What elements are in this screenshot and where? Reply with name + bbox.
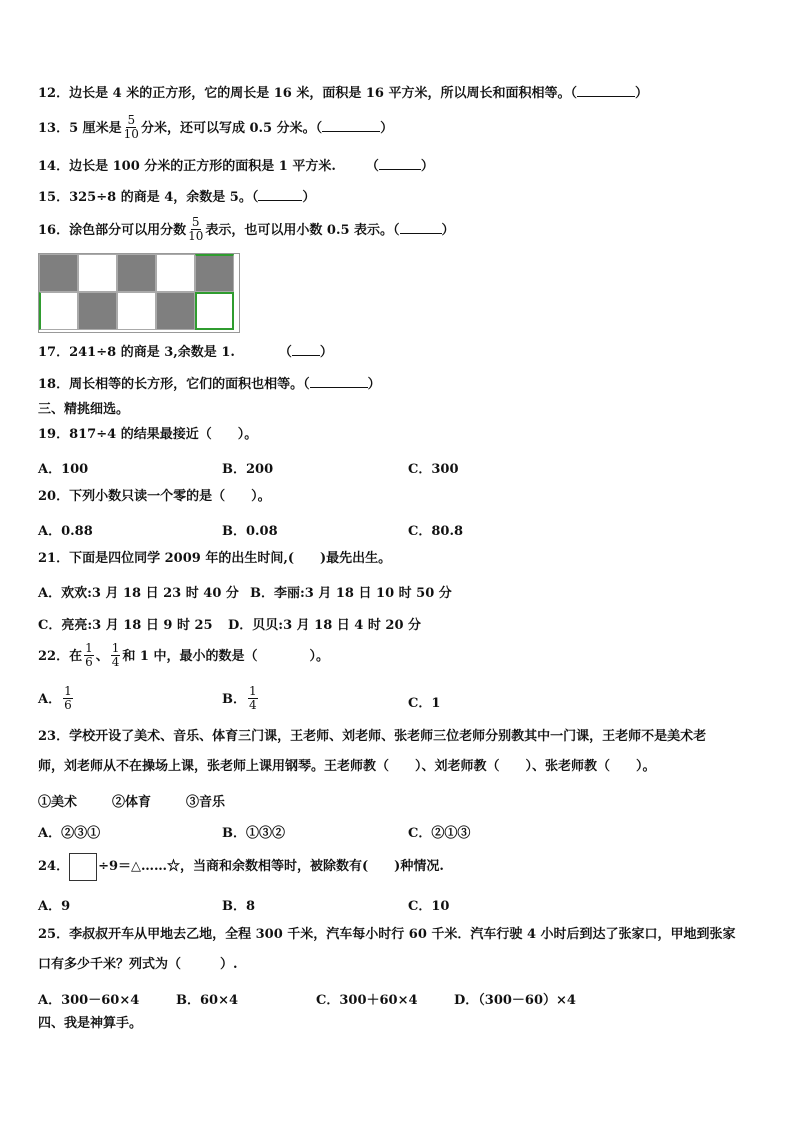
grid-cell — [195, 254, 234, 292]
grid-cell — [156, 292, 195, 330]
grid-cell — [78, 254, 117, 292]
question-23-line-1: 23．学校开设了美术、音乐、体育三门课，王老师、刘老师、张老师三位老师分别教其中一门课，王老师不是美术老 — [38, 729, 707, 744]
answer-blank[interactable] — [322, 119, 380, 132]
answer-blank[interactable] — [292, 343, 320, 356]
option-a[interactable]: A．9 — [38, 899, 71, 914]
question-17: 17．241÷8 的商是 3,余数是 1. （ ） — [38, 345, 333, 360]
question-13: 13．5 厘米是 $\frac{5}{10}$ 分米，还可以写成 0.5 分米。（ ） — [38, 113, 394, 141]
fraction: $\frac{1}{6}$ — [85, 641, 93, 669]
dividend-box[interactable] — [69, 853, 97, 881]
option-b[interactable]: B．60×4 — [176, 993, 239, 1008]
question-21: 21．下面是四位同学 2009 年的出生时间,( )最先出生。 — [38, 551, 392, 566]
option-a[interactable]: A． $\frac{1}{6}$ — [38, 684, 72, 712]
option-a[interactable]: A．300－60×4 — [38, 993, 140, 1008]
choice-music: ③音乐 — [186, 795, 226, 810]
question-18: 18．周长相等的长方形，它们的面积也相等。（ ） — [38, 377, 381, 392]
question-22: 22．在 $\frac{1}{6}$ 、 $\frac{1}{4}$ 和 1 中，最小的数是（ ）。 — [38, 641, 329, 669]
grid-cell — [156, 254, 195, 292]
question-16: 16．涂色部分可以用分数 $\frac{5}{10}$ 表示，也可以用小数 0.5 表示。（ ） — [38, 215, 455, 243]
option-b[interactable]: B．8 — [222, 899, 256, 914]
section-heading-4: 四、我是神算手。 — [38, 1016, 143, 1031]
question-14: 14．边长是 100 分米的正方形的面积是 1 平方米. （ ） — [38, 159, 434, 174]
option-d[interactable]: D．（300－60）×4 — [454, 993, 576, 1008]
option-c[interactable]: C．②①③ — [408, 826, 471, 841]
question-25-line-1: 25．李叔叔开车从甲地去乙地，全程 300 千米，汽车每小时行 60 千米．汽车行驶 4 小时后到达了张家口，甲地到张家 — [38, 927, 736, 942]
question-23-line-2: 师，刘老师从不在操场上课，张老师上课用钢琴。王老师教（ ）、刘老师教（ ）、张老师教（ ）。 — [38, 759, 656, 774]
grid-cell — [39, 292, 78, 330]
choice-art: ①美术 — [38, 795, 78, 810]
option-d[interactable]: D．贝贝:3 月 18 日 4 时 20 分 — [228, 618, 422, 633]
option-a[interactable]: A．欢欢:3 月 18 日 23 时 40 分 — [38, 586, 239, 601]
answer-blank[interactable] — [577, 84, 635, 97]
question-15: 15．325÷8 的商是 4，余数是 5。（ ） — [38, 190, 316, 205]
fraction: $\frac{1}{6}$ — [64, 684, 72, 712]
grid-cell — [195, 292, 234, 330]
question-12: 12．边长是 4 米的正方形，它的周长是 16 米，面积是 16 平方米，所以周长和面积相等。（ ） — [38, 86, 648, 101]
option-a[interactable]: A．100 — [38, 462, 89, 477]
question-19: 19．817÷4 的结果最接近（ ）。 — [38, 427, 258, 442]
option-c[interactable]: C．300＋60×4 — [316, 993, 418, 1008]
question-25-line-2: 口有多少千米？列式为（ ）. — [38, 957, 238, 972]
section-heading-3: 三、精挑细选。 — [38, 402, 130, 417]
question-20: 20．下列小数只读一个零的是（ ）。 — [38, 489, 271, 504]
option-a[interactable]: A．0.88 — [38, 524, 93, 539]
option-b[interactable]: B．①③② — [222, 826, 285, 841]
fraction: $\frac{1}{4}$ — [111, 641, 120, 669]
answer-blank[interactable] — [379, 157, 421, 170]
answer-blank[interactable] — [258, 188, 302, 201]
option-a[interactable]: A．②③① — [38, 826, 101, 841]
option-c[interactable]: C．80.8 — [408, 524, 464, 539]
option-b[interactable]: B． $\frac{1}{4}$ — [222, 684, 257, 712]
option-c[interactable]: C．300 — [408, 462, 459, 477]
grid-cell — [78, 292, 117, 330]
choice-pe: ②体育 — [112, 795, 152, 810]
option-b[interactable]: B．0.08 — [222, 524, 278, 539]
grid-cell — [39, 254, 78, 292]
fraction: $\frac{1}{4}$ — [249, 684, 257, 712]
option-c[interactable]: C．1 — [408, 696, 441, 711]
option-c[interactable]: C．亮亮:3 月 18 日 9 时 25 — [38, 618, 213, 633]
answer-blank[interactable] — [310, 375, 368, 388]
option-c[interactable]: C．10 — [408, 899, 450, 914]
option-b[interactable]: B．李丽:3 月 18 日 10 时 50 分 — [250, 586, 452, 601]
grid-cell — [117, 254, 156, 292]
fraction: $\frac{5}{10}$ — [123, 113, 139, 141]
shaded-grid-figure — [38, 253, 240, 333]
question-24: 24． ÷9＝△……☆，当商和余数相等时，被除数有( )种情况. — [38, 852, 444, 882]
fraction: $\frac{5}{10}$ — [188, 215, 204, 243]
grid-cell — [117, 292, 156, 330]
answer-blank[interactable] — [400, 221, 442, 234]
option-b[interactable]: B．200 — [222, 462, 274, 477]
